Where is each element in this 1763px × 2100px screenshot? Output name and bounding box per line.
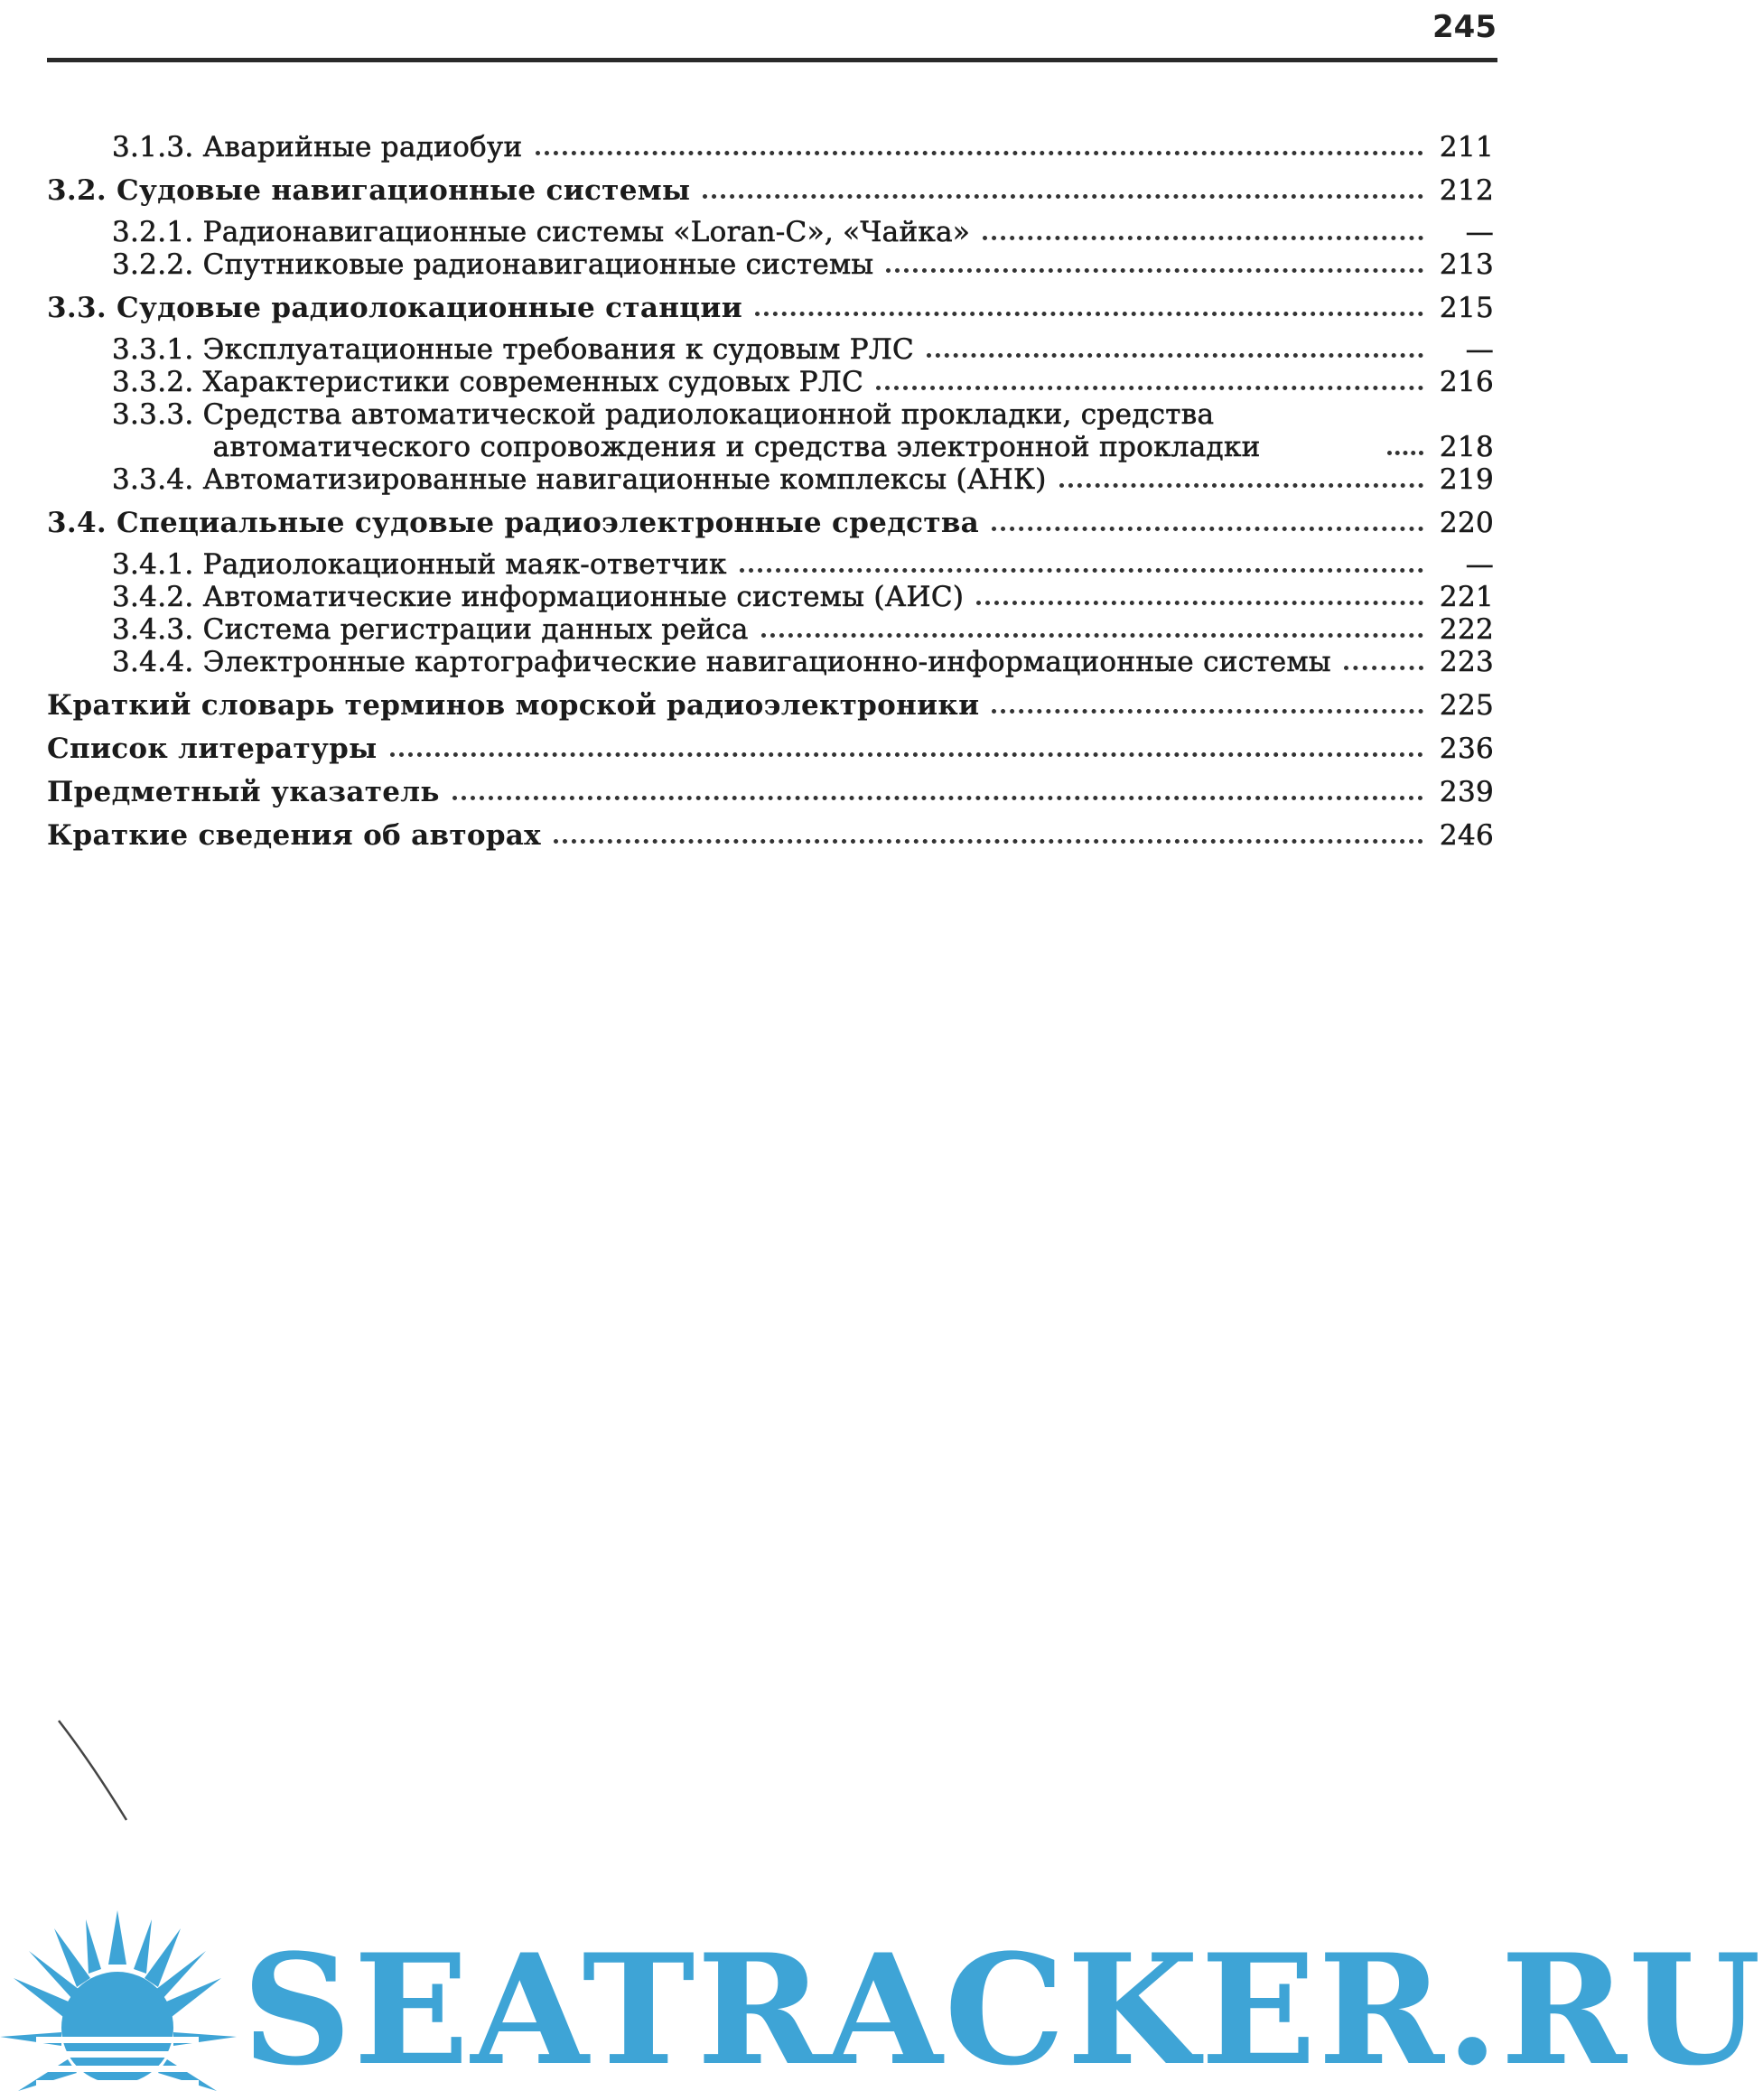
toc-entry-3-4-4[interactable] [47, 646, 1494, 678]
dot-leader [976, 601, 1423, 605]
toc-entry-3-4-1[interactable] [47, 548, 1494, 581]
toc-entry-3-3-2[interactable] [47, 366, 1494, 398]
toc-entry-title: 3.4. Специальные судовые радиоэлектронные средства [47, 507, 980, 539]
toc-entry-page: 218 [1439, 431, 1494, 463]
toc-entry-title: 3.1.3. Аварийные радиобуи [112, 131, 523, 163]
toc-entry-page: — [1465, 548, 1494, 581]
toc-entry-page: 239 [1439, 776, 1494, 808]
dot-leader [390, 752, 1423, 757]
toc-entry-title: Краткий словарь терминов морской радиоэлектроники [47, 689, 980, 722]
toc-entry-page: 216 [1439, 366, 1494, 398]
toc-entry-page: 246 [1439, 819, 1494, 852]
toc-entry-title: 3.3. Судовые радиолокационные станции [47, 292, 742, 324]
page-number: 245 [1432, 9, 1497, 45]
table-of-contents [47, 131, 1494, 852]
toc-entry-title: 3.3.2. Характеристики современных судовых РЛС [112, 366, 864, 398]
dot-leader [554, 839, 1423, 844]
toc-entry-3-2-1[interactable] [47, 216, 1494, 248]
dot-leader [992, 527, 1423, 531]
dot-leader [886, 268, 1423, 273]
dot-leader [452, 796, 1423, 800]
dot-leader [1059, 483, 1423, 488]
toc-entry-title: 3.2.1. Радионавигационные системы «Loran-C», «Чайка» [112, 216, 971, 248]
toc-entry-title: 3.4.1. Радиолокационный маяк-ответчик [112, 548, 727, 581]
toc-entry-3-4[interactable] [47, 507, 1494, 539]
dot-leader [740, 568, 1423, 573]
toc-entry-page: — [1465, 333, 1494, 366]
toc-entry-page: 225 [1439, 689, 1494, 722]
dot-leader [755, 312, 1423, 316]
toc-entry-page: 215 [1439, 292, 1494, 324]
dot-leader [927, 353, 1423, 358]
dot-leader [992, 709, 1423, 714]
toc-entry-page: 213 [1439, 248, 1494, 281]
dot-leader [983, 236, 1423, 240]
toc-entry-references[interactable] [47, 733, 1494, 765]
toc-entry-title: 3.4.2. Автоматические информационные системы (АИС) [112, 581, 965, 613]
toc-entry-3-2[interactable] [47, 174, 1494, 207]
toc-entry-authors[interactable] [47, 819, 1494, 852]
dot-leader [1344, 666, 1423, 670]
toc-entry-page: 211 [1439, 131, 1494, 163]
toc-entry-title: 3.3.3. Средства автоматической радиолокационной прокладки, средства автоматического сопровождения и средства электронной прокладки [112, 398, 1261, 463]
watermark-brand-text: SEATRACKER.RU [242, 1920, 1763, 2099]
toc-entry-title: Список литературы [47, 733, 378, 765]
toc-entry-page: — [1465, 216, 1494, 248]
toc-entry-3-4-3[interactable] [47, 613, 1494, 646]
toc-entry-page: 236 [1439, 733, 1494, 765]
toc-entry-page: 222 [1439, 613, 1494, 646]
sun-logo-icon [0, 1901, 271, 2100]
dot-leader [876, 386, 1423, 390]
watermark [0, 1901, 1763, 2100]
dot-leader [536, 151, 1423, 155]
toc-entry-page: 220 [1439, 507, 1494, 539]
toc-entry-index[interactable] [47, 776, 1494, 808]
toc-entry-title: 3.3.1. Эксплуатационные требования к судовым РЛС [112, 333, 915, 366]
toc-entry-3-3-4[interactable] [47, 463, 1494, 496]
dot-leader [1387, 451, 1423, 455]
toc-entry-title: 3.3.4. Автоматизированные навигационные комплексы (АНК) [112, 463, 1047, 496]
toc-entry-title: 3.4.4. Электронные картографические навигационно-информационные системы [112, 646, 1331, 678]
toc-entry-3-3-3[interactable] [47, 398, 1494, 463]
toc-entry-page: 212 [1439, 174, 1494, 207]
toc-entry-title: Предметный указатель [47, 776, 440, 808]
dot-leader [761, 633, 1423, 638]
toc-entry-title: 3.2.2. Спутниковые радионавигационные системы [112, 248, 874, 281]
toc-entry-title: Краткие сведения об авторах [47, 819, 541, 852]
toc-entry-3-1-3[interactable] [47, 131, 1494, 163]
toc-entry-title: 3.4.3. Система регистрации данных рейса [112, 613, 749, 646]
header-rule [47, 58, 1497, 62]
toc-entry-page: 221 [1439, 581, 1494, 613]
toc-entry-glossary[interactable] [47, 689, 1494, 722]
toc-entry-3-4-2[interactable] [47, 581, 1494, 613]
toc-entry-3-2-2[interactable] [47, 248, 1494, 281]
toc-entry-3-3-1[interactable] [47, 333, 1494, 366]
pen-stroke-mark [54, 1716, 135, 1825]
toc-entry-title: 3.2. Судовые навигационные системы [47, 174, 691, 207]
toc-entry-3-3[interactable] [47, 292, 1494, 324]
toc-entry-page: 219 [1439, 463, 1494, 496]
dot-leader [703, 194, 1423, 199]
toc-entry-page: 223 [1439, 646, 1494, 678]
